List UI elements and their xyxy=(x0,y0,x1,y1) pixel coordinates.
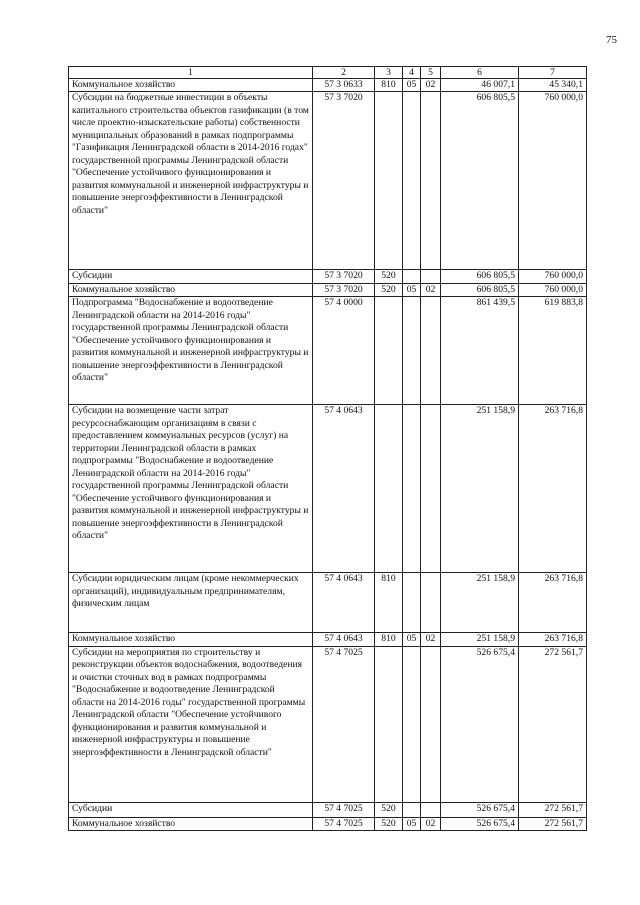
row-vr xyxy=(375,646,403,802)
row-sum-2015: 606 805,5 xyxy=(441,283,519,296)
row-sum-2016: 272 561,7 xyxy=(519,646,587,802)
row-sum-2015: 606 805,5 xyxy=(441,270,519,283)
row-code: 57 4 7025 xyxy=(313,817,375,830)
row-rz: 05 xyxy=(403,79,421,92)
row-rz xyxy=(403,405,421,573)
header-cell: 3 xyxy=(375,67,403,79)
row-rz xyxy=(403,573,421,633)
row-rz: 05 xyxy=(403,283,421,296)
budget-table xyxy=(68,66,587,831)
row-code: 57 4 0643 xyxy=(313,633,375,646)
header-cell: 2 xyxy=(313,67,375,79)
row-code: 57 3 7020 xyxy=(313,92,375,270)
table-row xyxy=(69,646,587,802)
row-name: Коммунальное хозяйство xyxy=(69,283,313,296)
header-cell: 6 xyxy=(441,67,519,79)
table-row xyxy=(69,79,587,92)
row-pr: 02 xyxy=(421,79,441,92)
row-vr: 810 xyxy=(375,79,403,92)
row-pr: 02 xyxy=(421,633,441,646)
table-row xyxy=(69,297,587,405)
row-rz xyxy=(403,802,421,817)
row-pr xyxy=(421,646,441,802)
row-vr: 520 xyxy=(375,817,403,830)
row-name: Коммунальное хозяйство xyxy=(69,817,313,830)
row-name: Субсидии xyxy=(69,802,313,817)
header-cell: 1 xyxy=(69,67,313,79)
header-cell: 4 xyxy=(403,67,421,79)
row-vr: 810 xyxy=(375,633,403,646)
row-pr: 02 xyxy=(421,283,441,296)
row-code: 57 4 0643 xyxy=(313,573,375,633)
row-code: 57 3 7020 xyxy=(313,270,375,283)
table-row xyxy=(69,270,587,283)
table-row xyxy=(69,573,587,633)
row-sum-2015: 46 007,1 xyxy=(441,79,519,92)
row-vr: 520 xyxy=(375,283,403,296)
row-name: Коммунальное хозяйство xyxy=(69,79,313,92)
row-pr xyxy=(421,92,441,270)
row-vr: 520 xyxy=(375,270,403,283)
row-sum-2016: 45 340,1 xyxy=(519,79,587,92)
row-sum-2016: 263 716,8 xyxy=(519,573,587,633)
table-row xyxy=(69,405,587,573)
row-sum-2016: 263 716,8 xyxy=(519,633,587,646)
row-sum-2015: 526 675,4 xyxy=(441,817,519,830)
row-rz: 05 xyxy=(403,817,421,830)
table-row xyxy=(69,633,587,646)
row-sum-2015: 606 805,5 xyxy=(441,92,519,270)
row-sum-2016: 760 000,0 xyxy=(519,270,587,283)
row-name: Коммунальное хозяйство xyxy=(69,633,313,646)
row-rz xyxy=(403,92,421,270)
header-cell: 5 xyxy=(421,67,441,79)
row-rz xyxy=(403,297,421,405)
row-name: Субсидии на возмещение части затрат ресурсоснабжающим организациям в связи с предоставлением коммунальных ресурсов (услуг) на территории Ленинградской области в рамках подпрограммы "Водоснабжение и водоотведение Ленинградской области на 2014-2016 годы" государственной программы Ленинградской области "Обеспечение устойчивого функционирования и развития коммунальной и инженерной инфраструктуры и повышение энергоэффективности в Ленинградской области" xyxy=(69,405,313,573)
header-cell: 7 xyxy=(519,67,587,79)
table-row xyxy=(69,802,587,817)
row-sum-2016: 760 000,0 xyxy=(519,283,587,296)
row-code: 57 4 0000 xyxy=(313,297,375,405)
row-pr xyxy=(421,405,441,573)
row-vr: 810 xyxy=(375,573,403,633)
table-row xyxy=(69,817,587,830)
row-code: 57 4 7025 xyxy=(313,802,375,817)
row-code: 57 3 7020 xyxy=(313,283,375,296)
row-rz xyxy=(403,646,421,802)
row-rz xyxy=(403,270,421,283)
row-name: Субсидии xyxy=(69,270,313,283)
row-sum-2015: 526 675,4 xyxy=(441,802,519,817)
row-vr: 520 xyxy=(375,802,403,817)
row-pr xyxy=(421,270,441,283)
row-pr xyxy=(421,573,441,633)
row-vr xyxy=(375,297,403,405)
row-pr xyxy=(421,297,441,405)
row-sum-2016: 272 561,7 xyxy=(519,802,587,817)
row-vr xyxy=(375,405,403,573)
row-sum-2015: 861 439,5 xyxy=(441,297,519,405)
table-row xyxy=(69,283,587,296)
page-number: 75 xyxy=(606,34,617,46)
row-sum-2015: 251 158,9 xyxy=(441,405,519,573)
row-sum-2016: 760 000,0 xyxy=(519,92,587,270)
row-code: 57 4 0643 xyxy=(313,405,375,573)
row-sum-2016: 272 561,7 xyxy=(519,817,587,830)
table-header-row xyxy=(69,67,587,79)
row-name: Субсидии на бюджетные инвестиции в объекты капитального строительства объектов газификации (в том числе проектно-изыскательские работы) собственности муниципальных образований в рамках подпрограммы "Газификация Ленинградской области в 2014-2016 годах" государственной программы Ленинградской области "Обеспечение устойчивого функционирования и развития коммунальной и инженерной инфраструктуры и повышение энергоэффективности в Ленинградской области" xyxy=(69,92,313,270)
row-code: 57 4 7025 xyxy=(313,646,375,802)
row-pr: 02 xyxy=(421,817,441,830)
row-vr xyxy=(375,92,403,270)
row-sum-2016: 263 716,8 xyxy=(519,405,587,573)
row-sum-2016: 619 883,8 xyxy=(519,297,587,405)
row-name: Субсидии на мероприятия по строительству и реконструкции объектов водоснабжения, водоотведения и очистки сточных вод в рамках подпрограммы "Водоснабжение и водоотведение Ленинградской области на 2014-2016 годы" государственной программы Ленинградской области "Обеспечение устойчивого функционирования и развития коммунальной и инженерной инфраструктуры и повышение энергоэффективности в Ленинградской области" xyxy=(69,646,313,802)
row-name: Субсидии юридическим лицам (кроме некоммерческих организаций), индивидуальным предпринимателям, физическим лицам xyxy=(69,573,313,633)
table-row xyxy=(69,92,587,270)
row-sum-2015: 251 158,9 xyxy=(441,633,519,646)
row-code: 57 3 0633 xyxy=(313,79,375,92)
row-sum-2015: 251 158,9 xyxy=(441,573,519,633)
row-pr xyxy=(421,802,441,817)
row-name: Подпрограмма "Водоснабжение и водоотведение Ленинградской области на 2014-2016 годы" государственной программы Ленинградской области "Обеспечение устойчивого функционирования и развития коммунальной и инженерной инфраструктуры и повышение энергоэффективности в Ленинградской области" xyxy=(69,297,313,405)
row-sum-2015: 526 675,4 xyxy=(441,646,519,802)
row-rz: 05 xyxy=(403,633,421,646)
